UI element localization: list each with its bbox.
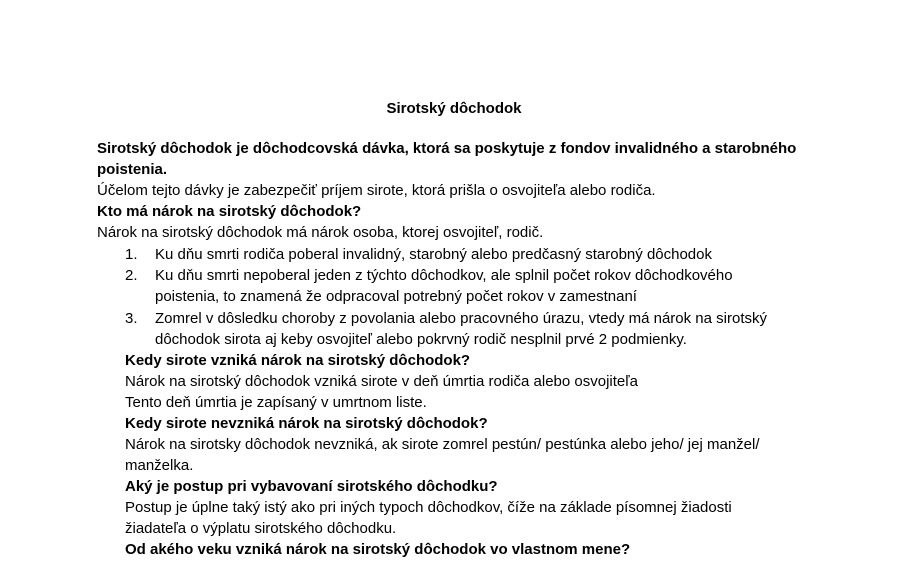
question-when-heading: Kedy sirote vzniká nárok na sirotský dôchodok? (125, 352, 471, 369)
list-item-text: Zomrel v dôsledku choroby z povolania alebo pracovného úrazu, vtedy má nárok na sirotský (155, 310, 767, 327)
answer-when-not-line-2: manželka. (125, 457, 194, 474)
list-item-text: Ku dňu smrti nepoberal jeden z týchto dôchodkov, ale splnil počet rokov dôchodkového (155, 267, 733, 284)
purpose-text: Účelom tejto dávky je zabezpečiť príjem sirote, ktorá prišla o osvojiteľa alebo rodiča. (97, 182, 656, 199)
question-procedure-heading: Aký je postup pri vybavovaní sirotského dôchodku? (125, 478, 498, 495)
answer-when-line-1: Nárok na sirotský dôchodok vzniká sirote v deň úmrtia rodiča alebo osvojiteľa (125, 373, 638, 390)
list-item-text-continued: dôchodok sirota aj keby osvojiteľ alebo pokrvný rodič nesplnil prvé 2 podmienky. (155, 331, 687, 348)
answer-procedure-line-1: Postup je úplne taký istý ako pri iných typoch dôchodkov, číže na základe písomnej žiadosti (125, 499, 732, 516)
list-item-text: Ku dňu smrti rodiča poberal invalidný, starobný alebo predčasný starobný dôchodok (155, 246, 712, 263)
answer-when-not-line-1: Nárok na sirotsky dôchodok nevzniká, ak sirote zomrel pestún/ pestúnka alebo jeho/ jej manžel/ (125, 436, 760, 453)
question-who-heading: Kto má nárok na sirotský dôchodok? (97, 203, 362, 220)
answer-who-text: Nárok na sirotský dôchodok má nárok osoba, ktorej osvojiteľ, rodič. (97, 224, 544, 241)
list-item-number: 2. (125, 267, 138, 284)
list-item-number: 1. (125, 246, 138, 263)
answer-procedure-line-2: žiadateľa o výplatu sirotského dôchodku. (125, 520, 397, 537)
list-item-text-continued: poistenia, to znamená že odpracoval potrebný počet rokov v zamestnaní (155, 288, 637, 305)
question-age-heading: Od akého veku vzniká nárok na sirotský dôchodok vo vlastnom mene? (125, 541, 631, 558)
document-title: Sirotský dôchodok (386, 100, 522, 117)
intro-bold-line-1: Sirotský dôchodok je dôchodcovská dávka, ktorá sa poskytuje z fondov invalidného a starobného (97, 140, 797, 157)
answer-when-line-2: Tento deň úmrtia je zapísaný v umrtnom liste. (125, 394, 427, 411)
intro-bold-line-2: poistenia. (97, 161, 168, 178)
question-when-not-heading: Kedy sirote nevzniká nárok na sirotský dôchodok? (125, 415, 488, 432)
list-item-number: 3. (125, 310, 138, 327)
